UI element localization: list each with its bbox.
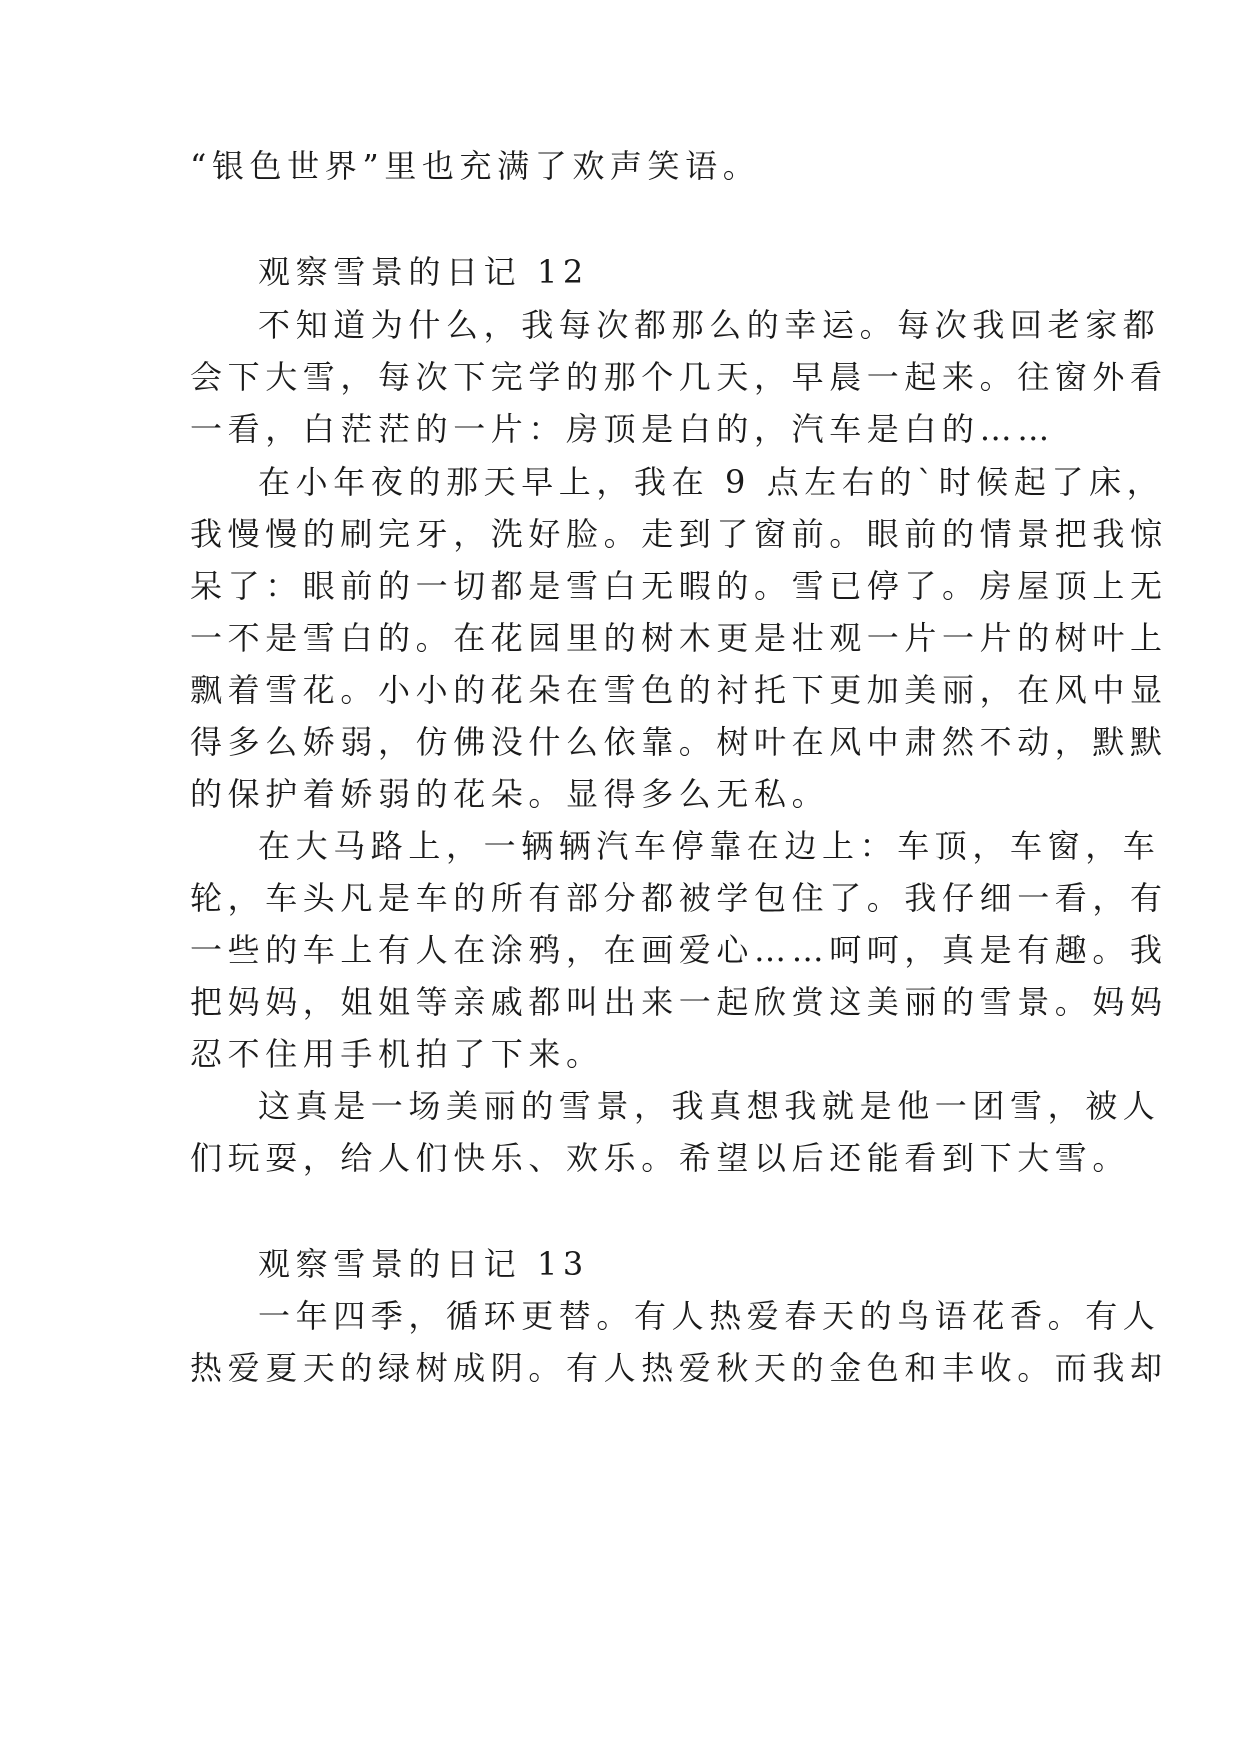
paragraph-line: 会下大雪，每次下完学的那个几天，早晨一起来。往窗外看 <box>190 358 1168 396</box>
paragraph-line: 飘着雪花。小小的花朵在雪色的衬托下更加美丽，在风中显 <box>190 671 1168 709</box>
paragraph-line: 一不是雪白的。在花园里的树木更是壮观一片一片的树叶上 <box>190 619 1168 657</box>
paragraph-line: 轮，车头凡是车的所有部分都被学包住了。我仔细一看，有 <box>190 879 1168 917</box>
paragraph-line: 在小年夜的那天早上，我在 9 点左右的`时候起了床， <box>258 463 1165 501</box>
paragraph-line: 热爱夏天的绿树成阴。有人热爱秋天的金色和丰收。而我却 <box>190 1349 1168 1387</box>
paragraph-line: 呆了：眼前的一切都是雪白无暇的。雪已停了。房屋顶上无 <box>190 567 1168 605</box>
paragraph-line: 一年四季，循环更替。有人热爱春天的鸟语花香。有人 <box>258 1297 1161 1335</box>
paragraph-line: 得多么娇弱，仿佛没什么依靠。树叶在风中肃然不动，默默 <box>190 723 1168 761</box>
paragraph-line: 一看，白茫茫的一片：房顶是白的，汽车是白的…… <box>190 410 1055 448</box>
paragraph-line: 们玩耍，给人们快乐、欢乐。希望以后还能看到下大雪。 <box>190 1139 1131 1177</box>
paragraph-line: 我慢慢的刷完牙，洗好脸。走到了窗前。眼前的情景把我惊 <box>190 515 1168 553</box>
paragraph-line: 忍不住用手机拍了下来。 <box>190 1035 604 1073</box>
paragraph-line: 把妈妈，姐姐等亲戚都叫出来一起欣赏这美丽的雪景。妈妈 <box>190 983 1168 1021</box>
paragraph-line: 这真是一场美丽的雪景，我真想我就是他一团雪，被人 <box>258 1087 1161 1125</box>
section-heading: 观察雪景的日记 12 <box>258 253 589 291</box>
paragraph-line: 一些的车上有人在涂鸦，在画爱心……呵呵，真是有趣。我 <box>190 931 1168 969</box>
paragraph-line: 的保护着娇弱的花朵。显得多么无私。 <box>190 775 830 813</box>
paragraph-line: 在大马路上，一辆辆汽车停靠在边上：车顶，车窗，车 <box>258 827 1161 865</box>
paragraph-line: “银色世界”里也充满了欢声笑语。 <box>190 147 761 185</box>
paragraph-line: 不知道为什么，我每次都那么的幸运。每次我回老家都 <box>258 306 1161 344</box>
section-heading: 观察雪景的日记 13 <box>258 1245 589 1283</box>
